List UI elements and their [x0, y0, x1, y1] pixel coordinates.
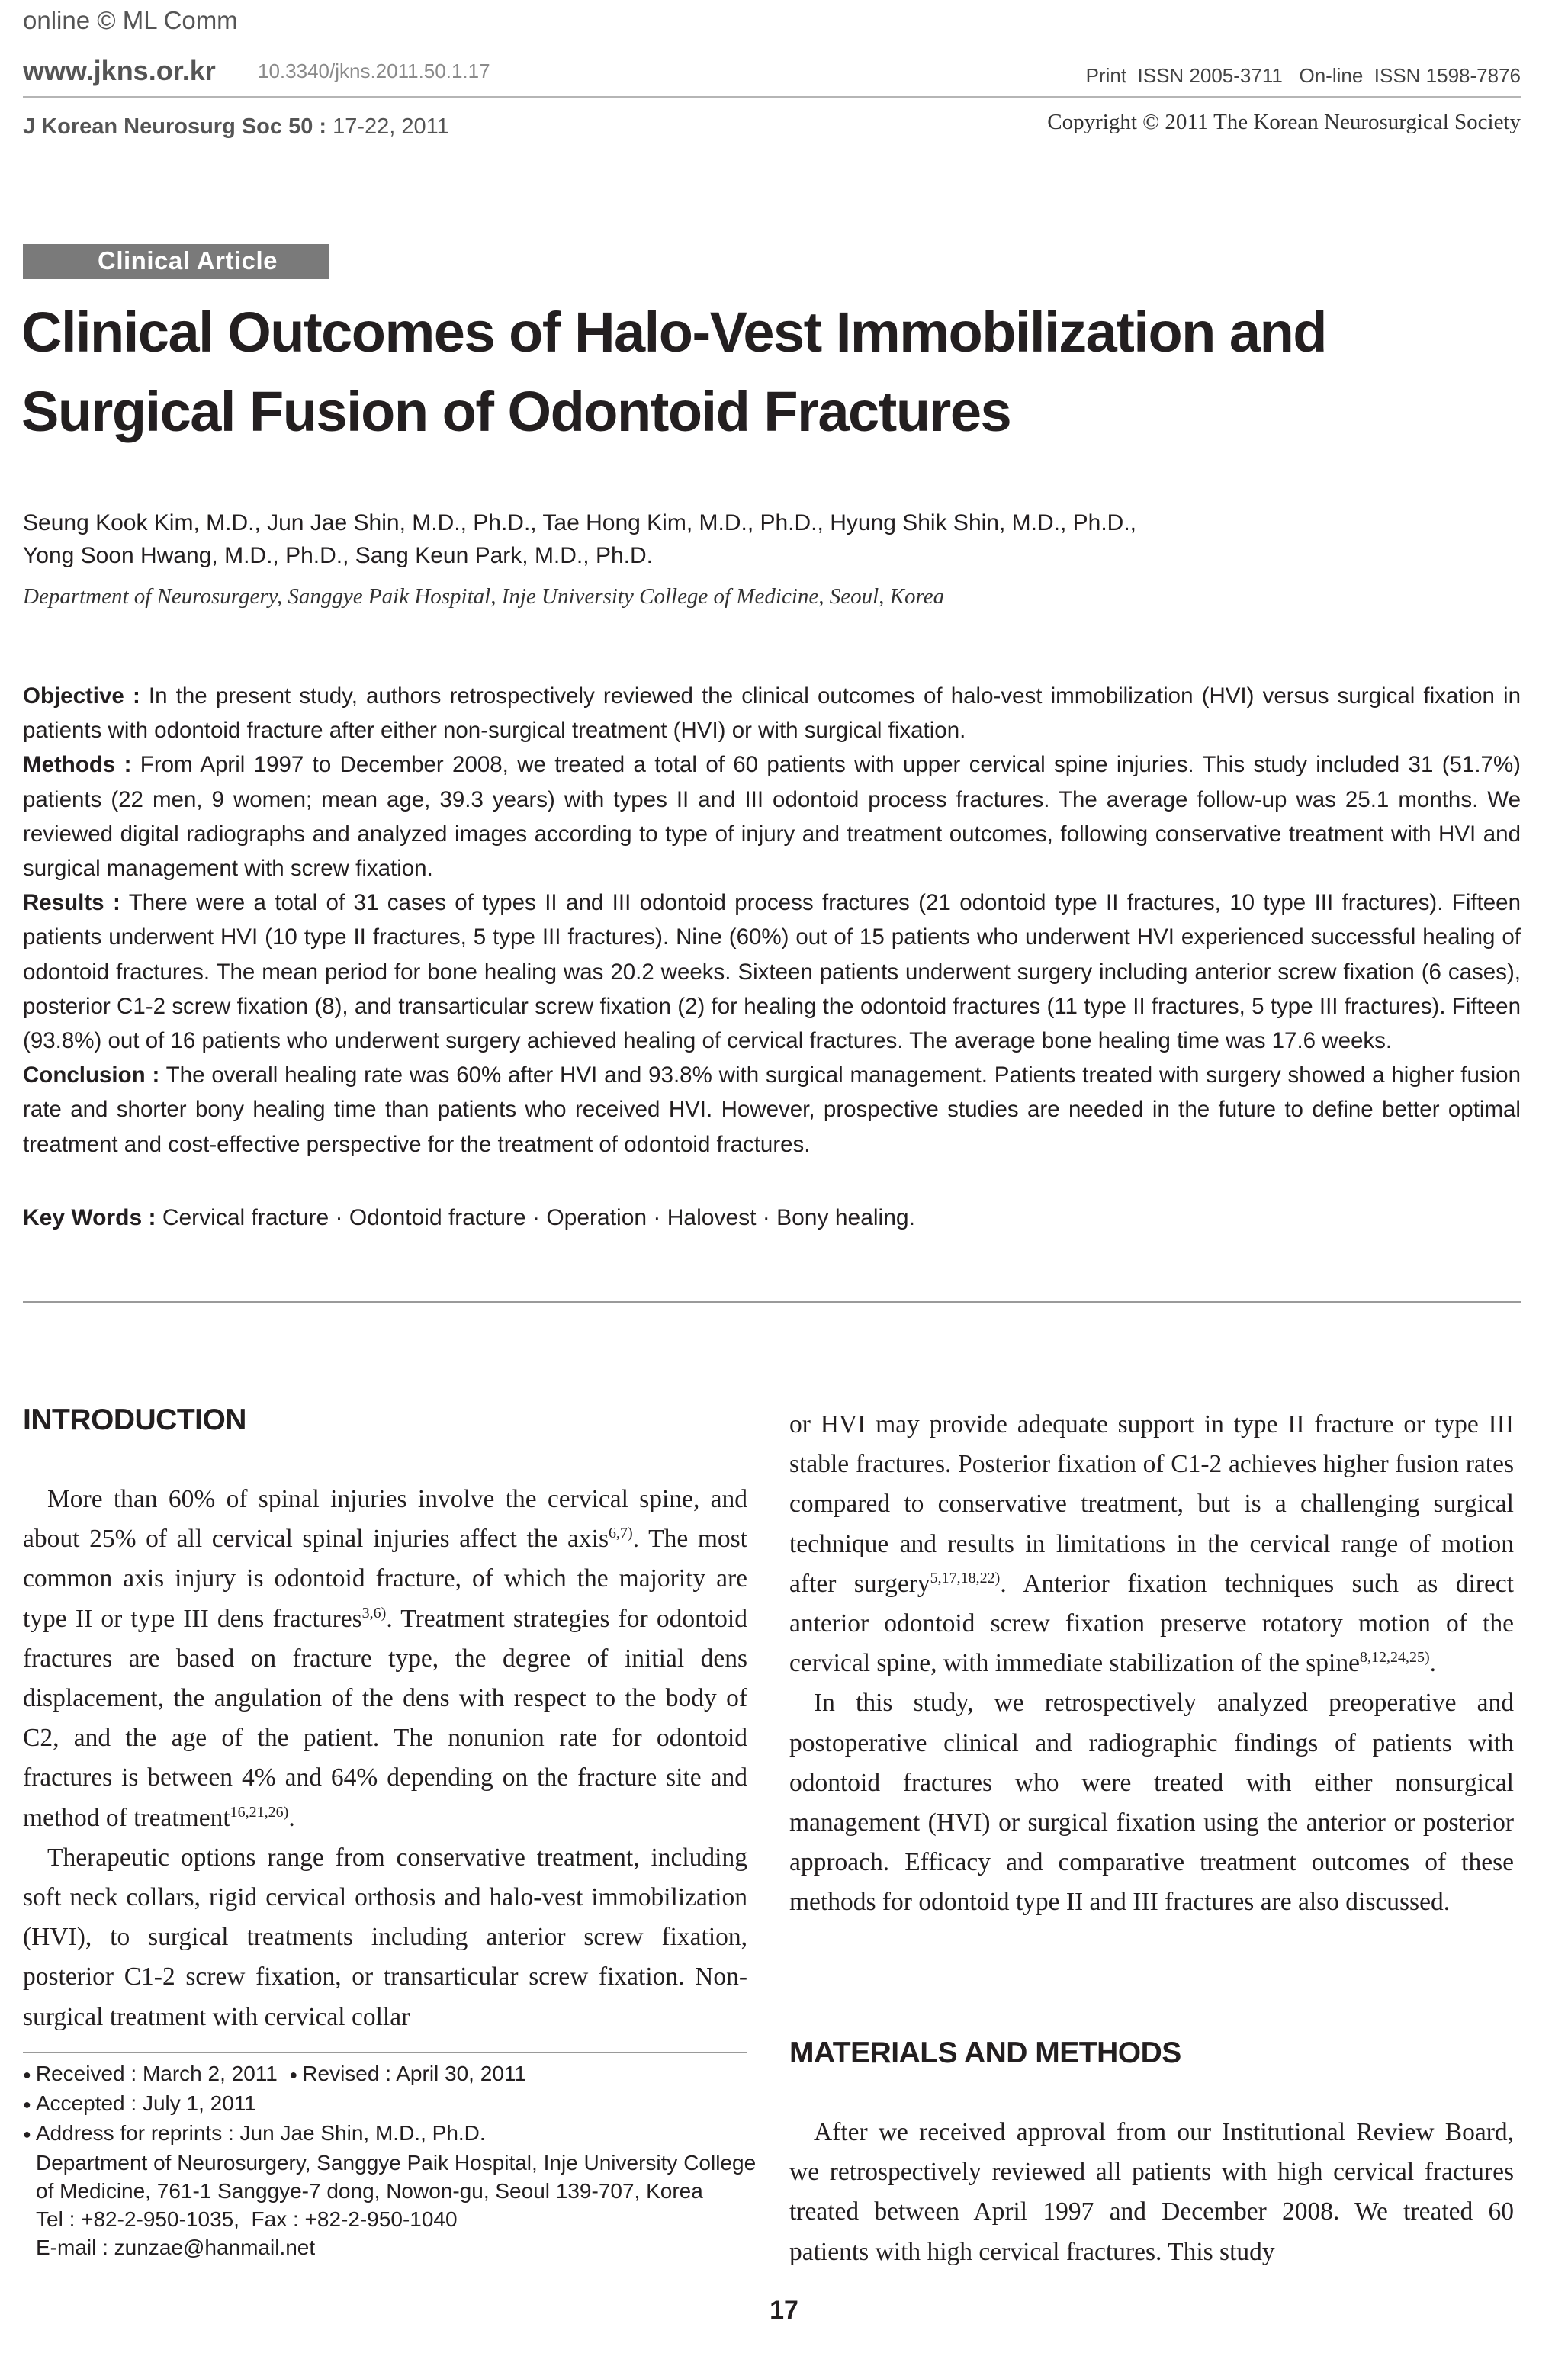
keywords: [23, 1205, 915, 1231]
abstract-objective: [23, 679, 1521, 747]
citation-journal: J Korean Neurosurg Soc 50 :: [23, 114, 327, 139]
methods-text: From April 1997 to December 2008, we treated a total of 60 patients with upper cervical spine injuries. This study included 31 (51.7%) patients (22 men, 9 women; mean age, 39.3 years) with types II and III odontoid process fractures. The average follow-up was 25.1 months. We reviewed digital radiographs and analyzed images according to type of injury and treatment outcomes, following conservative treatment with HVI and surgical management with screw fixation.: [23, 752, 1521, 882]
intro-p1-text-c: . Treatment strategies for odontoid fractures are based on fracture type, the degree of initial dens displacement, the angulation of the dens with respect to the body of C2, and the age of the patient. The nonunion rate for odontoid fractures is between 4% and 64% depending on the fracture site and method of treatment: [23, 1604, 747, 1832]
address-line-3: of Medicine, 761-1 Sanggye-7 dong, Nowon-gu, Seoul 139-707, Korea: [36, 2179, 703, 2204]
keywords-label: Key Words :: [23, 1205, 156, 1230]
footnote-divider: [23, 2052, 747, 2053]
received-date: Received : March 2, 2011: [35, 2062, 278, 2085]
abstract-results: [23, 886, 1521, 1058]
bullet-icon: ●: [23, 2097, 31, 2113]
abstract: [23, 679, 1521, 1162]
journal-citation: [23, 114, 449, 140]
methods-label: Methods :: [23, 752, 132, 778]
abstract-conclusion: [23, 1058, 1521, 1162]
copyright-notice: Copyright © 2011 The Korean Neurosurgical Society: [1047, 110, 1521, 134]
bullet-icon: ●: [289, 2067, 298, 2083]
conclusion-label: Conclusion :: [23, 1062, 160, 1088]
introduction-right-column: [789, 1405, 1514, 1923]
intro-p1-text-b: . The most common axis injury is odontoid fracture, of which the majority are type II or type III dens fractures: [23, 1525, 747, 1633]
objective-label: Objective :: [23, 683, 140, 709]
contact-phone-fax: Tel : +82-2-950-1035, Fax : +82-2-950-1040: [36, 2207, 458, 2232]
citation-pages: 17-22, 2011: [326, 114, 449, 139]
objective-text: In the present study, authors retrospectively reviewed the clinical outcomes of halo-vest immobilization (HVI) versus surgical fixation in patients with odontoid fracture after either non-surgical treatment (HVI) or with surgical fixation.: [23, 683, 1521, 744]
footnote-dates: [23, 2059, 755, 2089]
introduction-heading: INTRODUCTION: [23, 1403, 246, 1436]
authors-line-1: Seung Kook Kim, M.D., Jun Jae Shin, M.D., Ph.D., Tae Hong Kim, M.D., Ph.D., Hyung Shik Shin, M.D., Ph.D.,: [23, 510, 1137, 535]
methods-paragraph-1: After we received approval from our Institutional Review Board, we retrospectively reviewed all patients with high cervical fractures treated between April 1997 and December 2008. We treated 60 patients with high cervical fractures. This study: [789, 2118, 1514, 2266]
citation-ref: 5,17,18,22): [930, 1569, 1001, 1586]
introduction-left-column: [23, 1480, 747, 2037]
conclusion-text: The overall healing rate was 60% after HVI and 93.8% with surgical management. Patients treated with surgery showed a higher fusion rate and shorter bony healing time than patients who received HVI. However, prospective studies are needed in the future to define better optimal treatment and cost-effective perspective for the treatment of odontoid fractures.: [23, 1062, 1521, 1157]
authors: [23, 506, 1518, 572]
page-number: 17: [770, 2296, 798, 2325]
doi-link[interactable]: 10.3340/jkns.2011.50.1.17: [258, 59, 490, 82]
section-divider: [23, 1301, 1521, 1303]
contact-email[interactable]: E-mail : zunzae@hanmail.net: [36, 2236, 316, 2260]
intro-p3-text-a: or HVI may provide adequate support in type II fracture or type III stable fractures. Posterior fixation of C1-2 achieves higher fusion rates compared to conservative treatment, but is a challenging surgical technique and results in limitations in the cervical range of motion after surgery: [789, 1410, 1514, 1598]
citation-ref: 8,12,24,25): [1359, 1649, 1430, 1667]
footnotes: [23, 2059, 755, 2261]
address-line-2: Department of Neurosurgery, Sanggye Paik Hospital, Inje University College: [36, 2151, 757, 2175]
citation-ref: 3,6): [361, 1604, 387, 1622]
article-type-label: Clinical Article: [98, 246, 278, 275]
intro-p3-text-b: . Anterior fixation techniques such as direct anterior odontoid screw fixation preserve rotatory motion of the cervical spine, with immediate stabilization of the spine: [789, 1569, 1514, 1678]
accepted-date: Accepted : July 1, 2011: [35, 2091, 256, 2116]
online-notice: online © ML Comm: [23, 6, 238, 34]
intro-paragraph-1: [23, 1480, 747, 1838]
journal-website-link[interactable]: www.jkns.or.kr: [23, 55, 216, 86]
bullet-icon: ●: [23, 2126, 31, 2142]
authors-line-2: Yong Soon Hwang, M.D., Ph.D., Sang Keun Park, M.D., Ph.D.: [23, 543, 653, 568]
intro-p1-text-a: More than 60% of spinal injuries involve the cervical spine, and about 25% of all cervical spinal injuries affect the axis: [23, 1485, 747, 1554]
footnote-accepted: [23, 2089, 755, 2119]
issn-info: Print ISSN 2005-3711 On-line ISSN 1598-7876: [1085, 64, 1521, 87]
intro-p3-text-c: .: [1429, 1649, 1436, 1678]
footnote-address: [23, 2119, 755, 2149]
citation-ref: 6,7): [609, 1525, 633, 1542]
methods-heading: MATERIALS AND METHODS: [789, 2036, 1181, 2069]
title-line-2: Surgical Fusion of Odontoid Fractures: [21, 380, 1011, 443]
citation-ref: 16,21,26): [230, 1803, 289, 1821]
intro-p1-text-d: .: [288, 1803, 295, 1832]
title-line-1: Clinical Outcomes of Halo-Vest Immobilization and: [21, 301, 1326, 364]
intro-paragraph-3: In this study, we retrospectively analyzed preoperative and postoperative clinical and radiographic findings of patients with odontoid fractures who were treated with either nonsurgical management (HVI) or surgical fixation using the anterior or posterior approach. Efficacy and comparative treatment outcomes of these methods for odontoid type II and III fractures are also discussed.: [789, 1689, 1514, 1917]
reprint-address: Address for reprints : Jun Jae Shin, M.D., Ph.D.: [35, 2121, 486, 2146]
header-divider: [23, 96, 1521, 98]
bullet-icon: ●: [23, 2067, 31, 2083]
results-label: Results :: [23, 890, 120, 916]
keywords-text: Cervical fracture · Odontoid fracture · Operation · Halovest · Bony healing.: [156, 1205, 915, 1230]
intro-paragraph-2-continued: [789, 1405, 1514, 1683]
intro-paragraph-2: Therapeutic options range from conservative treatment, including soft neck collars, rigid cervical orthosis and halo-vest immobilization (HVI), to surgical treatments including anterior screw fixation, posterior C1-2 screw fixation, or transarticular screw fixation. Non-surgical treatment with cervical collar: [23, 1843, 747, 2031]
revised-date: Revised : April 30, 2011: [302, 2062, 526, 2085]
article-title: [21, 293, 1516, 452]
methods-column: [789, 2113, 1514, 2272]
abstract-methods: [23, 747, 1521, 886]
results-text: There were a total of 31 cases of types II and III odontoid process fractures (21 odontoid type II fractures, 10 type III fractures). Fifteen patients underwent HVI (10 type II fractures, 5 type III fractures). Nine (60%) out of 15 patients who underwent HVI experienced successful healing of odontoid fractures. The mean period for bone healing was 20.2 weeks. Sixteen patients underwent surgery including anterior screw fixation (6 cases), posterior C1-2 screw fixation (8), and transarticular screw fixation (2) for healing the odontoid fractures (11 type II fractures, 5 type III fractures). Fifteen (93.8%) out of 16 patients who underwent surgery achieved healing of cervical fractures. The average bone healing time was 17.6 weeks.: [23, 890, 1521, 1054]
department-affiliation: Department of Neurosurgery, Sanggye Paik Hospital, Inje University College of Medicine, Seoul, Korea: [23, 584, 945, 609]
